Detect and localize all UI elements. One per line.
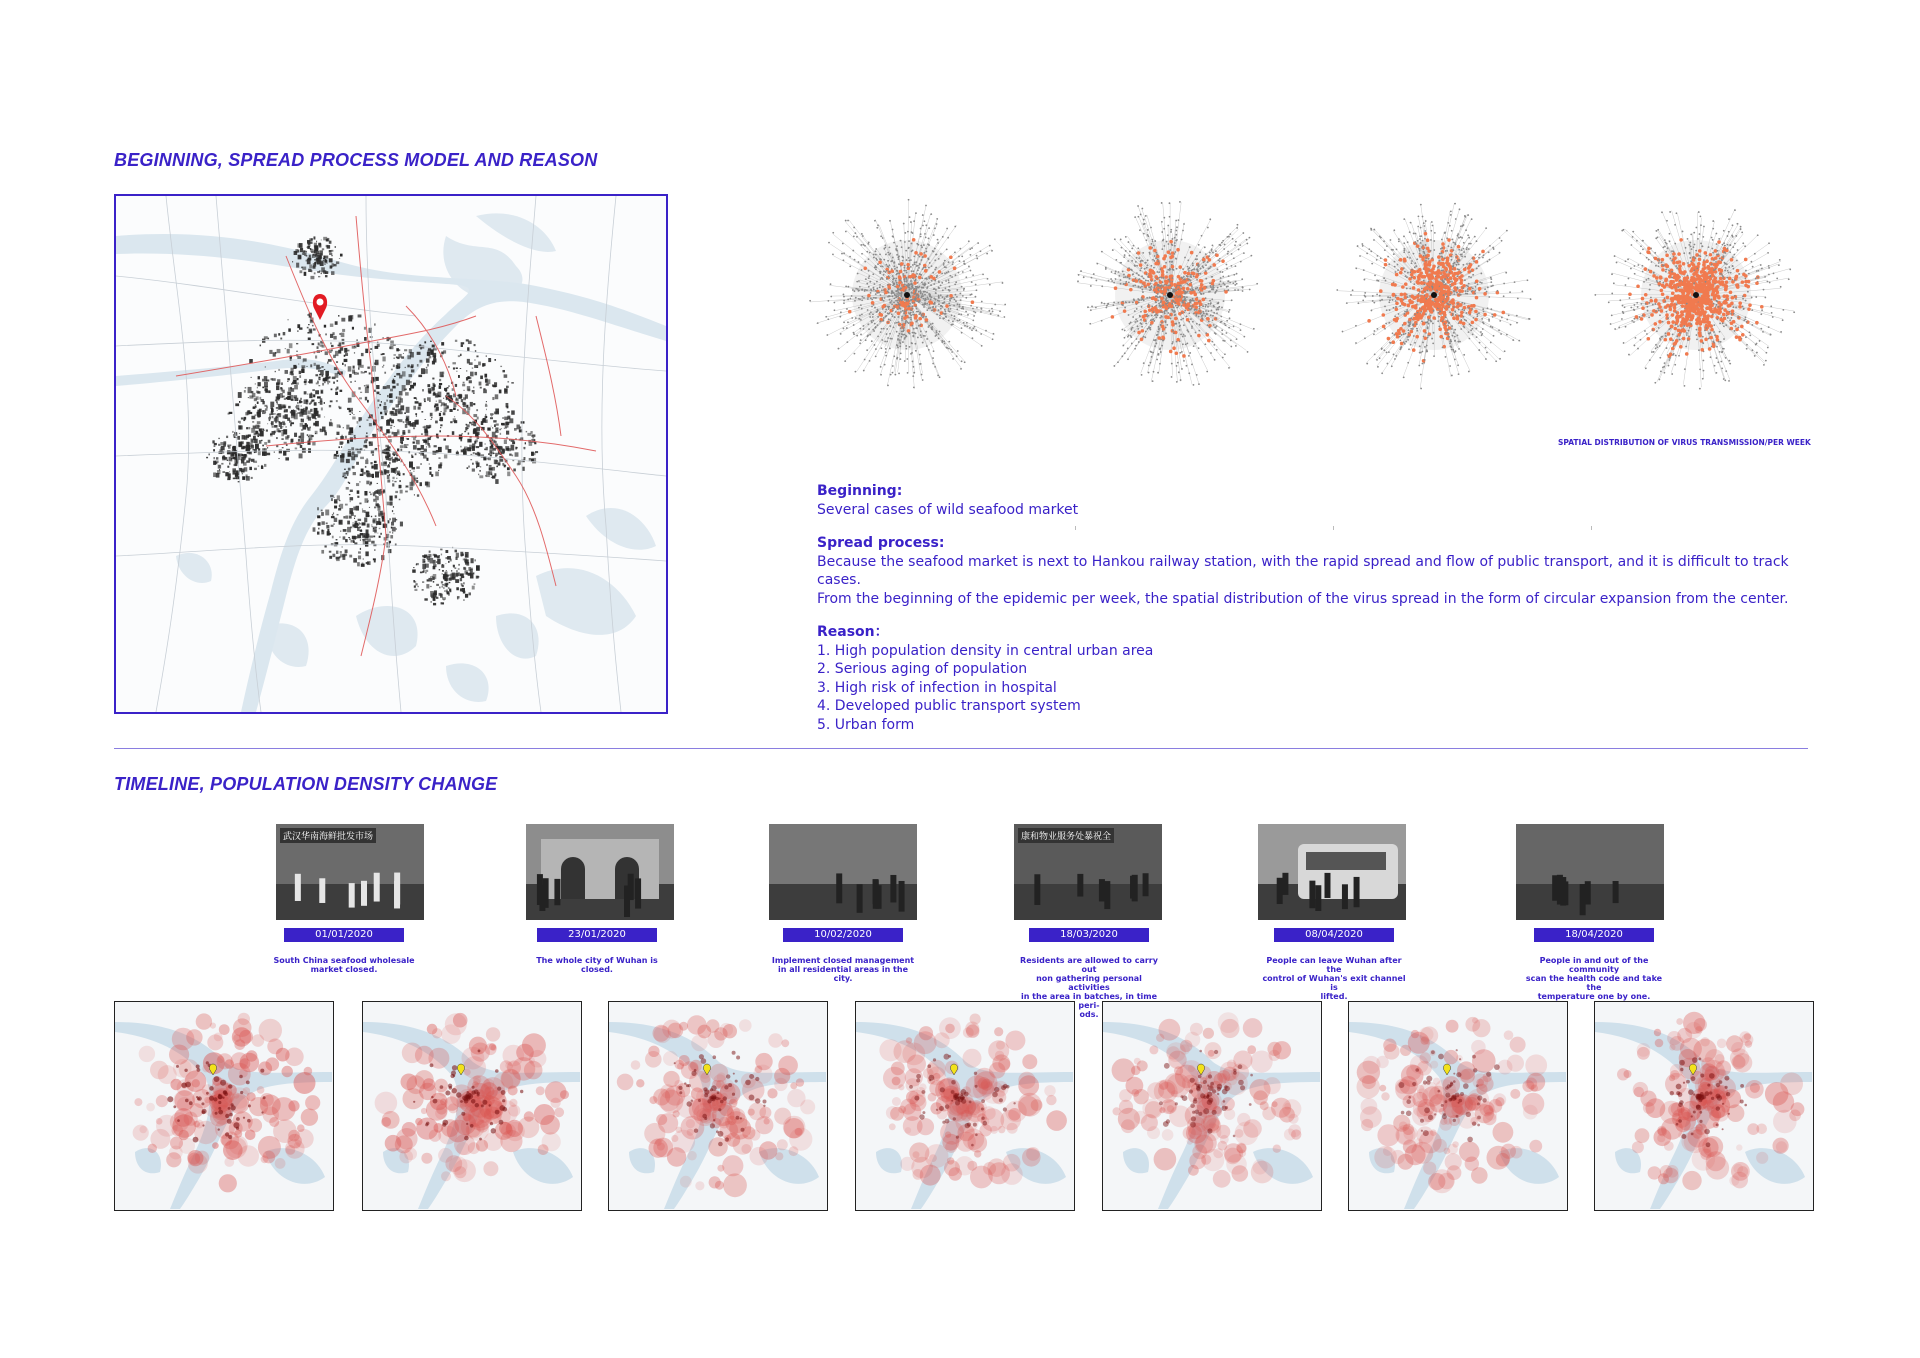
event-description-line: The whole city of Wuhan is closed. [536,956,658,974]
density-map [608,1001,828,1211]
photo-sign-text: 康和物业服务处暴祝全 [1018,828,1114,843]
spread-diagram-week-3 [1324,190,1544,430]
event-date-badge: 08/04/2020 [1274,928,1394,942]
event-description-line: Residents are allowed to carry out [1020,956,1158,974]
event-description-line: People in and out of the community [1539,956,1649,974]
section-divider [114,748,1808,749]
event-photo [769,824,917,920]
event-description [522,956,672,974]
reason-item: 4. Developed public transport system [817,698,1081,714]
event-description [1519,956,1669,1001]
event-description-line: People can leave Wuhan after the [1266,956,1402,974]
density-map [362,1001,582,1211]
event-description-line: market closed. [310,965,378,974]
explanation-text [817,482,1827,734]
event-photo [276,824,424,920]
wuhan-main-map [114,194,668,714]
event-description-line: non gathering personal activities [1036,974,1142,992]
event-description-line: in the area in batches, in time peri- [1020,992,1158,1010]
event-description-line: Implement closed management [771,956,915,965]
event-description-line: ods. [1079,1010,1099,1019]
section-title-spread: BEGINNING, SPREAD PROCESS MODEL AND REASON [114,150,598,170]
spread-diagram-week-2 [1060,190,1280,430]
beginning-heading: Beginning: [817,483,903,499]
reason-item: 5. Urban form [817,716,915,733]
event-description-line: lifted. [1320,992,1348,1001]
density-map [114,1001,334,1211]
event-description-line: scan the health code and take the [1525,974,1663,992]
event-date-badge: 01/01/2020 [284,928,404,942]
spread-diagram-week-1 [797,190,1017,430]
event-description [1259,956,1409,1001]
density-map [1348,1001,1568,1211]
reason-item: 2. Serious aging of population [817,661,1028,677]
photo-sign-text: 武汉华南海鲜批发市场 [280,828,376,843]
spread-text-line-1: Because the seafood market is next to Hankou railway station, with the rapid spread and flow of public transport, and it is difficult to track cases. [817,553,1789,588]
reason-heading: Reason： [817,624,889,640]
density-map [1594,1001,1814,1211]
spread-heading: Spread process: [817,535,945,551]
event-photo [1258,824,1406,920]
density-map [1102,1001,1322,1211]
event-date-badge: 23/01/2020 [537,928,657,942]
event-photo [1014,824,1162,920]
event-photo [526,824,674,920]
event-description-line: South China seafood wholesale [273,956,415,965]
event-photo [1516,824,1664,920]
density-map [855,1001,1075,1211]
event-description-line: in all residential areas in the city. [778,965,908,983]
spread-diagram-week-4 [1586,190,1806,430]
spread-text-line-2: From the beginning of the epidemic per week, the spatial distribution of the virus spread in the form of circular expansion from the center. [817,590,1789,607]
event-description-line: temperature one by one. [1537,992,1651,1001]
event-date-badge: 18/04/2020 [1534,928,1654,942]
reason-item: 3. High risk of infection in hospital [817,679,1057,696]
event-description [269,956,419,974]
beginning-text: Several cases of wild seafood market [817,501,1079,518]
seafood-market-pin-icon [313,294,327,320]
section-title-timeline: TIMELINE, POPULATION DENSITY CHANGE [114,774,498,794]
event-description [768,956,918,983]
event-description-line: control of Wuhan's exit channel is [1262,974,1406,992]
reason-item: 1. High population density in central urban area [817,642,1154,659]
event-date-badge: 18/03/2020 [1029,928,1149,942]
event-date-badge: 10/02/2020 [783,928,903,942]
diagram-caption: SPATIAL DISTRIBUTION OF VIRUS TRANSMISSION/PER WEEK [1558,438,1811,447]
